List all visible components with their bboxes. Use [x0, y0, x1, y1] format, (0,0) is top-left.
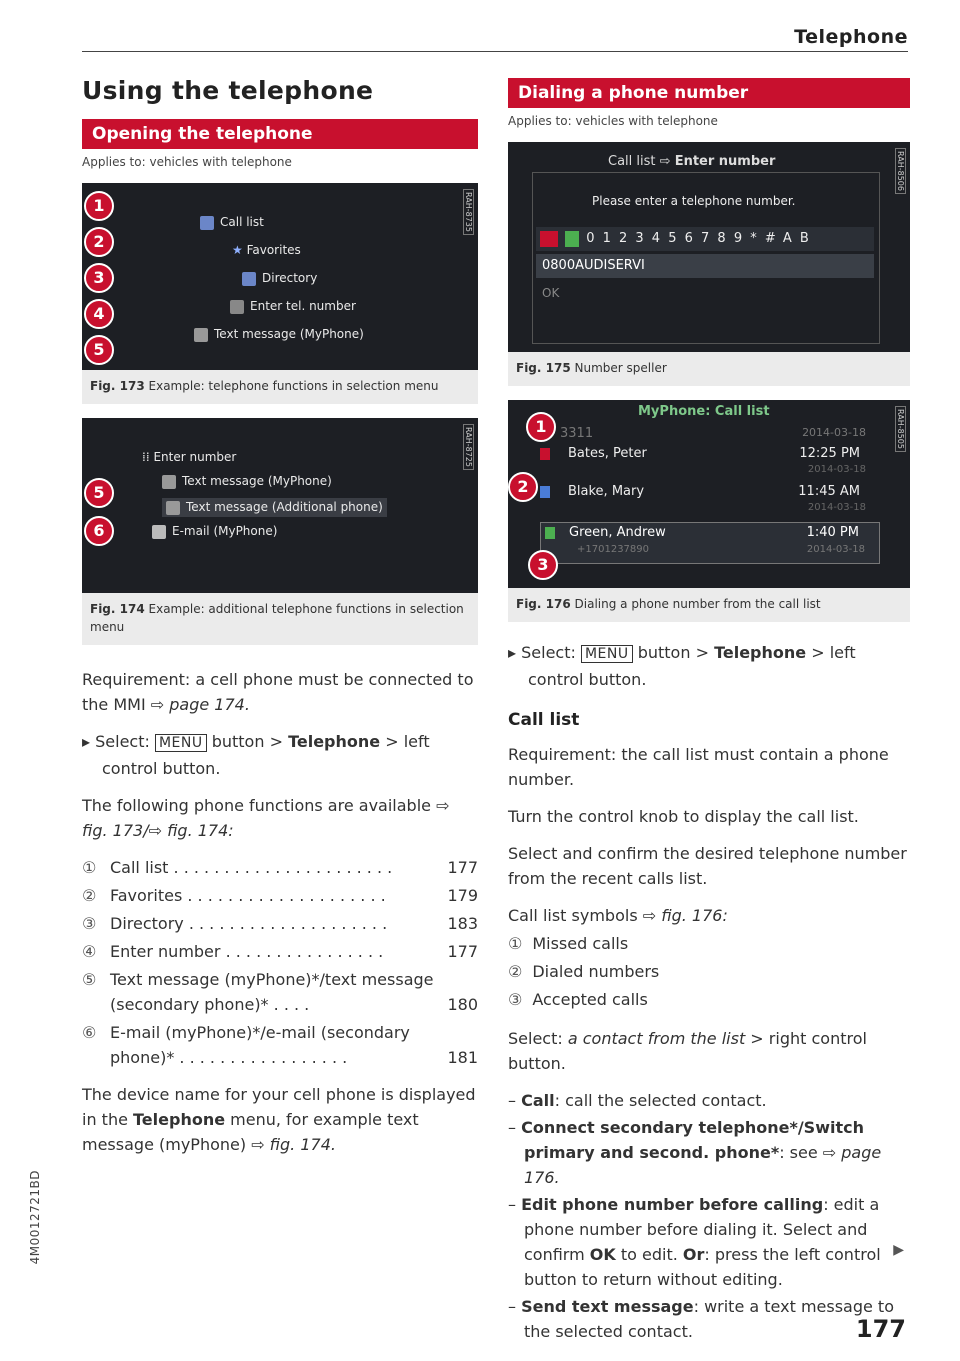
figure-175-caption: Fig. 175 Number speller — [508, 352, 910, 386]
keypad-icon: ⁞⁞ — [142, 450, 154, 464]
figure-tag: RAH-8735 — [463, 189, 474, 235]
figure-176-screen — [508, 400, 910, 588]
callout-1: 1 — [526, 412, 556, 442]
page-header-title: Telephone — [794, 26, 908, 48]
figure-tag: RAH-8725 — [463, 424, 474, 470]
letter-keys[interactable]: A B — [782, 231, 811, 246]
select-instruction: ▸ Select: MENU button > Telephone > left control button. — [508, 643, 856, 689]
symbol-row: ① Missed calls — [508, 934, 629, 953]
symbol-row: ③ Accepted calls — [508, 990, 648, 1009]
menu-item-text-message-myphone: Text message (MyPhone) — [162, 474, 332, 489]
call-row-selected[interactable]: Green, Andrew 1:40 PM +1701237890 2014-03-18 — [540, 522, 880, 564]
select-contact-text: Select: a contact from the list > right control button. — [508, 1029, 867, 1073]
call-list-symbols-intro: Call list symbols ⇨ fig. 176: — [508, 906, 728, 925]
right-column — [508, 72, 910, 1346]
backspace-icon[interactable] — [540, 231, 558, 247]
turn-knob-text: Turn the control knob to display the call list. — [508, 807, 859, 826]
missed-call-icon — [540, 448, 550, 460]
applies-note: Applies to: vehicles with telephone — [82, 155, 292, 169]
left-column — [82, 72, 478, 1169]
number-entry-field[interactable]: 0800AUDISERVI — [536, 254, 874, 278]
menu-item-directory: Directory — [242, 271, 317, 286]
screen-title: MyPhone: Call list — [638, 404, 770, 419]
select-confirm-text: Select and confirm the desired telephone number from the recent calls list. — [508, 844, 907, 888]
toc-row: ② Favorites . . . . . . . . . . . . . . . . . . . . 179 — [82, 886, 478, 905]
figure-tag: RAH-8506 — [895, 148, 906, 194]
applies-note: Applies to: vehicles with telephone — [508, 114, 718, 128]
figure-173-screen — [82, 183, 478, 370]
figure-174-screen — [82, 418, 478, 593]
menu-item-enter-number: Enter tel. number — [230, 299, 356, 314]
page-number: 177 — [855, 1315, 906, 1343]
available-functions-text: The following phone functions are available ⇨ fig. 173/⇨ fig. 174: — [82, 796, 450, 840]
header-rule — [82, 51, 908, 52]
toc-row: ① Call list . . . . . . . . . . . . . . . . . . . . . . 177 — [82, 858, 478, 877]
phone-icon[interactable] — [565, 231, 579, 247]
callout-1: 1 — [84, 191, 114, 221]
requirement-text: Requirement: a cell phone must be connected to the MMI ⇨ page 174. — [82, 670, 474, 714]
option-send-text: – Send text message: write a text message to the selected contact. — [508, 1297, 894, 1341]
call-list-heading: Call list — [508, 710, 580, 730]
keyboard-row[interactable] — [536, 227, 874, 251]
callout-2: 2 — [508, 472, 538, 502]
option-edit-number: – Edit phone number before calling: edit a phone number before dialing it. Select and confirm OK to edit. Or: press the left control button to return without editing. — [508, 1195, 881, 1289]
toc-row: ⑤ Text message (myPhone)*/text message (secondary phone)* . . . . 180 — [82, 970, 478, 1014]
message-icon — [194, 328, 208, 342]
call-list-requirement: Requirement: the call list must contain a phone number. — [508, 745, 889, 789]
star-icon: ★ — [232, 243, 247, 257]
call-row[interactable]: 3311 2014-03-18 — [560, 426, 866, 441]
callout-5: 5 — [84, 478, 114, 508]
accepted-call-icon — [545, 527, 555, 539]
callout-6: 6 — [84, 516, 114, 546]
figure-174-caption: Fig. 174 Example: additional telephone functions in selection menu — [82, 593, 478, 645]
device-name-text: The device name for your cell phone is displayed in the Telephone menu, for example text message (myPhone) ⇨ fig. 174. — [82, 1085, 476, 1154]
ok-button[interactable]: OK — [542, 286, 560, 300]
select-instruction: ▸ Select: MENU button > Telephone > left control button. — [82, 732, 430, 778]
menu-item-favorites: ★ Favorites — [232, 243, 301, 257]
menu-key: MENU — [581, 645, 633, 663]
menu-item-text-message: Text message (MyPhone) — [194, 327, 364, 342]
figure-173-caption: Fig. 173 Example: telephone functions in selection menu — [82, 370, 478, 404]
figure-175-screen — [508, 142, 910, 352]
symbol-row: ② Dialed numbers — [508, 962, 660, 981]
option-connect-secondary: – Connect secondary telephone*/Switch primary and second. phone*: see ⇨ page 176. — [508, 1118, 882, 1187]
option-call: – Call: call the selected contact. — [508, 1091, 767, 1110]
call-list — [540, 426, 880, 564]
chapter-title: Using the telephone — [82, 76, 374, 105]
screen-title: Call list ⇨ Enter number — [608, 154, 776, 169]
continue-arrow-icon: ▶ — [893, 1242, 904, 1258]
digit-keys[interactable]: 0 1 2 3 4 5 6 7 8 9 * # — [586, 231, 778, 246]
message-icon — [162, 475, 176, 489]
menu-item-text-message-additional: Text message (Additional phone) — [162, 498, 387, 517]
callout-2: 2 — [84, 227, 114, 257]
keypad-icon — [230, 300, 244, 314]
toc-row: ③ Directory . . . . . . . . . . . . . . . . . . . . 183 — [82, 914, 478, 933]
toc-row: ⑥ E-mail (myPhone)*/e-mail (secondary phone)* . . . . . . . . . . . . . . . . . 181 — [82, 1023, 478, 1067]
figure-tag: RAH-8505 — [895, 406, 906, 452]
callout-3: 3 — [528, 550, 558, 580]
prompt-text: Please enter a telephone number. — [592, 194, 796, 208]
menu-key: MENU — [155, 734, 207, 752]
menu-item-email: E-mail (MyPhone) — [152, 524, 277, 539]
figure-176-caption: Fig. 176 Dialing a phone number from the call list — [508, 588, 910, 622]
section-bar-dialing: Dialing a phone number — [508, 78, 910, 108]
menu-item-enter-number: ⁞⁞ Enter number — [142, 450, 237, 464]
function-list — [82, 855, 478, 1070]
call-row[interactable]: Blake, Mary 11:45 AM 2014-03-18 — [540, 484, 880, 522]
callout-4: 4 — [84, 299, 114, 329]
envelope-icon — [152, 525, 166, 539]
dialed-number-icon — [540, 486, 550, 498]
phone-icon — [200, 216, 214, 230]
section-bar-opening: Opening the telephone — [82, 119, 478, 149]
callout-5: 5 — [84, 335, 114, 365]
directory-icon — [242, 272, 256, 286]
document-code: 4M0012721BD — [28, 1170, 42, 1265]
menu-item-call-list: Call list — [200, 215, 264, 230]
toc-row: ④ Enter number . . . . . . . . . . . . . . . . 177 — [82, 942, 478, 961]
call-row[interactable]: Bates, Peter 12:25 PM 2014-03-18 — [540, 446, 880, 484]
message-icon — [166, 501, 180, 515]
callout-3: 3 — [84, 263, 114, 293]
